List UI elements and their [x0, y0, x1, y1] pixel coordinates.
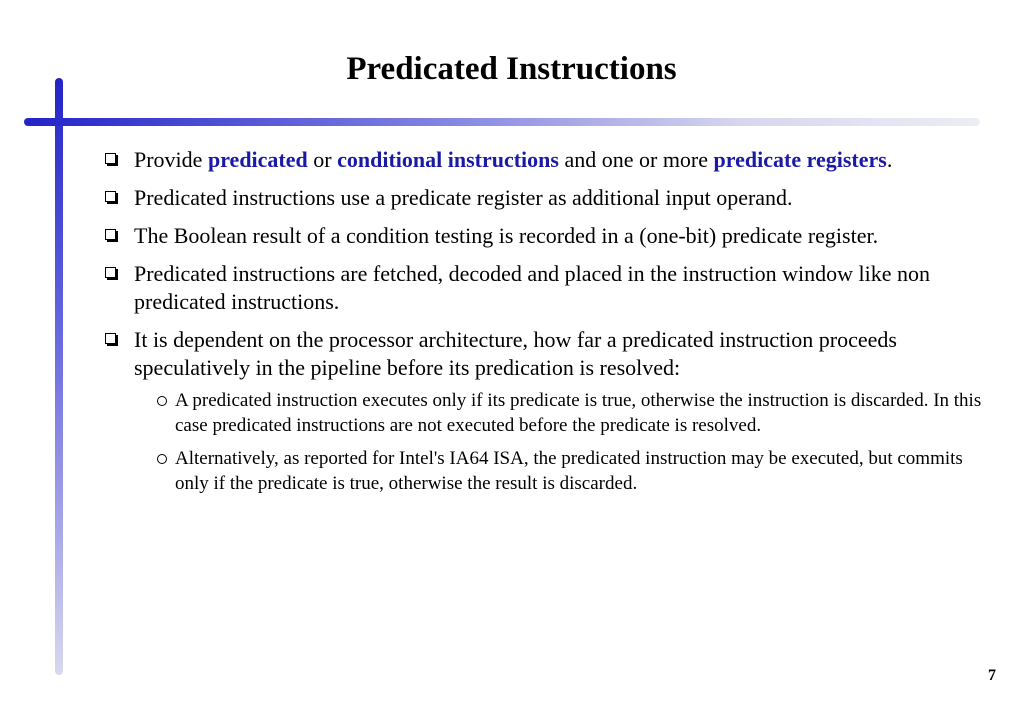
highlight-term: predicate registers [713, 147, 887, 172]
bullet-item [103, 184, 963, 212]
square-bullet-icon [105, 153, 116, 164]
circle-bullet-icon [157, 454, 167, 464]
vertical-accent-bar [55, 78, 63, 675]
slide-title: Predicated Instructions [346, 51, 677, 87]
bullet-text: and one or more [558, 147, 714, 172]
square-bullet-icon [105, 191, 116, 202]
square-bullet-icon [105, 333, 116, 344]
sub-bullet-list [134, 388, 982, 496]
bullet-item [103, 222, 963, 250]
bullet-text: Predicated instructions are fetched, decoded and placed in the instruction window like non predicated instructions. [134, 261, 931, 314]
bullet-text: It is dependent on the processor architecture, how far a predicated instruction proceeds speculatively in the pipeline before its predication is resolved: [134, 327, 897, 380]
bullet-text: Provide [134, 147, 208, 172]
bullet-text: Predicated instructions use a predicate register as additional input operand. [134, 185, 793, 210]
page-number: 7 [988, 667, 996, 684]
bullet-item [103, 326, 982, 496]
sub-bullet-item [134, 446, 994, 496]
highlight-term: conditional instructions [337, 147, 559, 172]
bullet-item [103, 260, 963, 316]
sub-bullet-text: Alternatively, as reported for Intel's IA64 ISA, the predicated instruction may be executed, but commits only if the predicate is true, otherwise the result is discarded. [175, 448, 963, 494]
square-bullet-icon [105, 267, 116, 278]
sub-bullet-item [134, 388, 994, 438]
bullet-item [103, 146, 963, 174]
highlight-term: predicated [207, 147, 308, 172]
bullet-list [103, 146, 982, 506]
bullet-text: The Boolean result of a condition testing is recorded in a (one-bit) predicate register. [134, 223, 879, 248]
horizontal-accent-bar [24, 118, 980, 126]
square-bullet-icon [105, 229, 116, 240]
circle-bullet-icon [157, 396, 167, 406]
bullet-text: or [307, 147, 338, 172]
bullet-text: . [886, 147, 893, 172]
sub-bullet-text: A predicated instruction executes only if its predicate is true, otherwise the instruction is discarded. In this case predicated instructions are not executed before the predicate is resolved. [175, 390, 982, 436]
